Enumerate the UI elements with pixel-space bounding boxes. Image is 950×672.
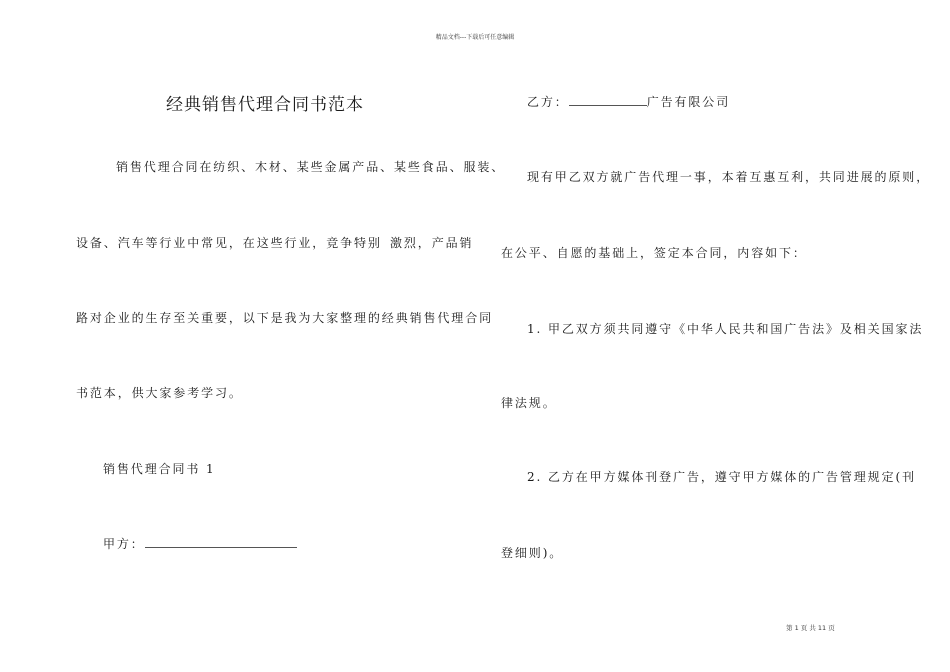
party-a-line	[103, 535, 297, 552]
party-a-label: 甲方：	[103, 537, 145, 551]
clause-2-line-2: 登细则)。	[501, 546, 564, 560]
clause-1-line-1: 1. 甲乙双方须共同遵守《中华人民共和国广告法》及相关国家法	[527, 322, 924, 336]
intro-line-4: 书范本，供大家参考学习。	[76, 386, 243, 400]
header-note: 精品文档---下载后可任意编辑	[435, 34, 515, 41]
party-a-blank	[145, 536, 297, 548]
clause-intro-line-2: 在公平、自愿的基础上，签定本合同，内容如下：	[501, 246, 807, 260]
intro-line-2b: 激烈，产品销	[390, 236, 474, 250]
intro-line-1: 销售代理合同在纺织、木材、某些金属产品、某些食品、服装、	[116, 160, 506, 174]
party-b-line	[527, 93, 730, 110]
intro-line-3: 路对企业的生存至关重要，以下是我为大家整理的经典销售代理合同	[76, 311, 494, 325]
party-b-label: 乙方：	[527, 95, 569, 109]
party-b-suffix: 广告有限公司	[646, 95, 731, 109]
clause-intro-line-1: 现有甲乙双方就广告代理一事，本着互惠互利，共同进展的原则，	[527, 170, 931, 184]
clause-1-line-2: 律法规。	[501, 396, 557, 410]
page-counter: 第 1 页 共 11 页	[786, 624, 835, 632]
intro-line-2: 设备、汽车等行业中常见，在这些行业，竞争特别	[76, 236, 382, 250]
party-b-blank	[569, 94, 647, 106]
clause-2-line-1: 2. 乙方在甲方媒体刊登广告，遵守甲方媒体的广告管理规定(刊	[527, 470, 916, 484]
document-title: 经典销售代理合同书范本	[166, 95, 364, 115]
section-heading: 销售代理合同书 1	[103, 462, 216, 476]
